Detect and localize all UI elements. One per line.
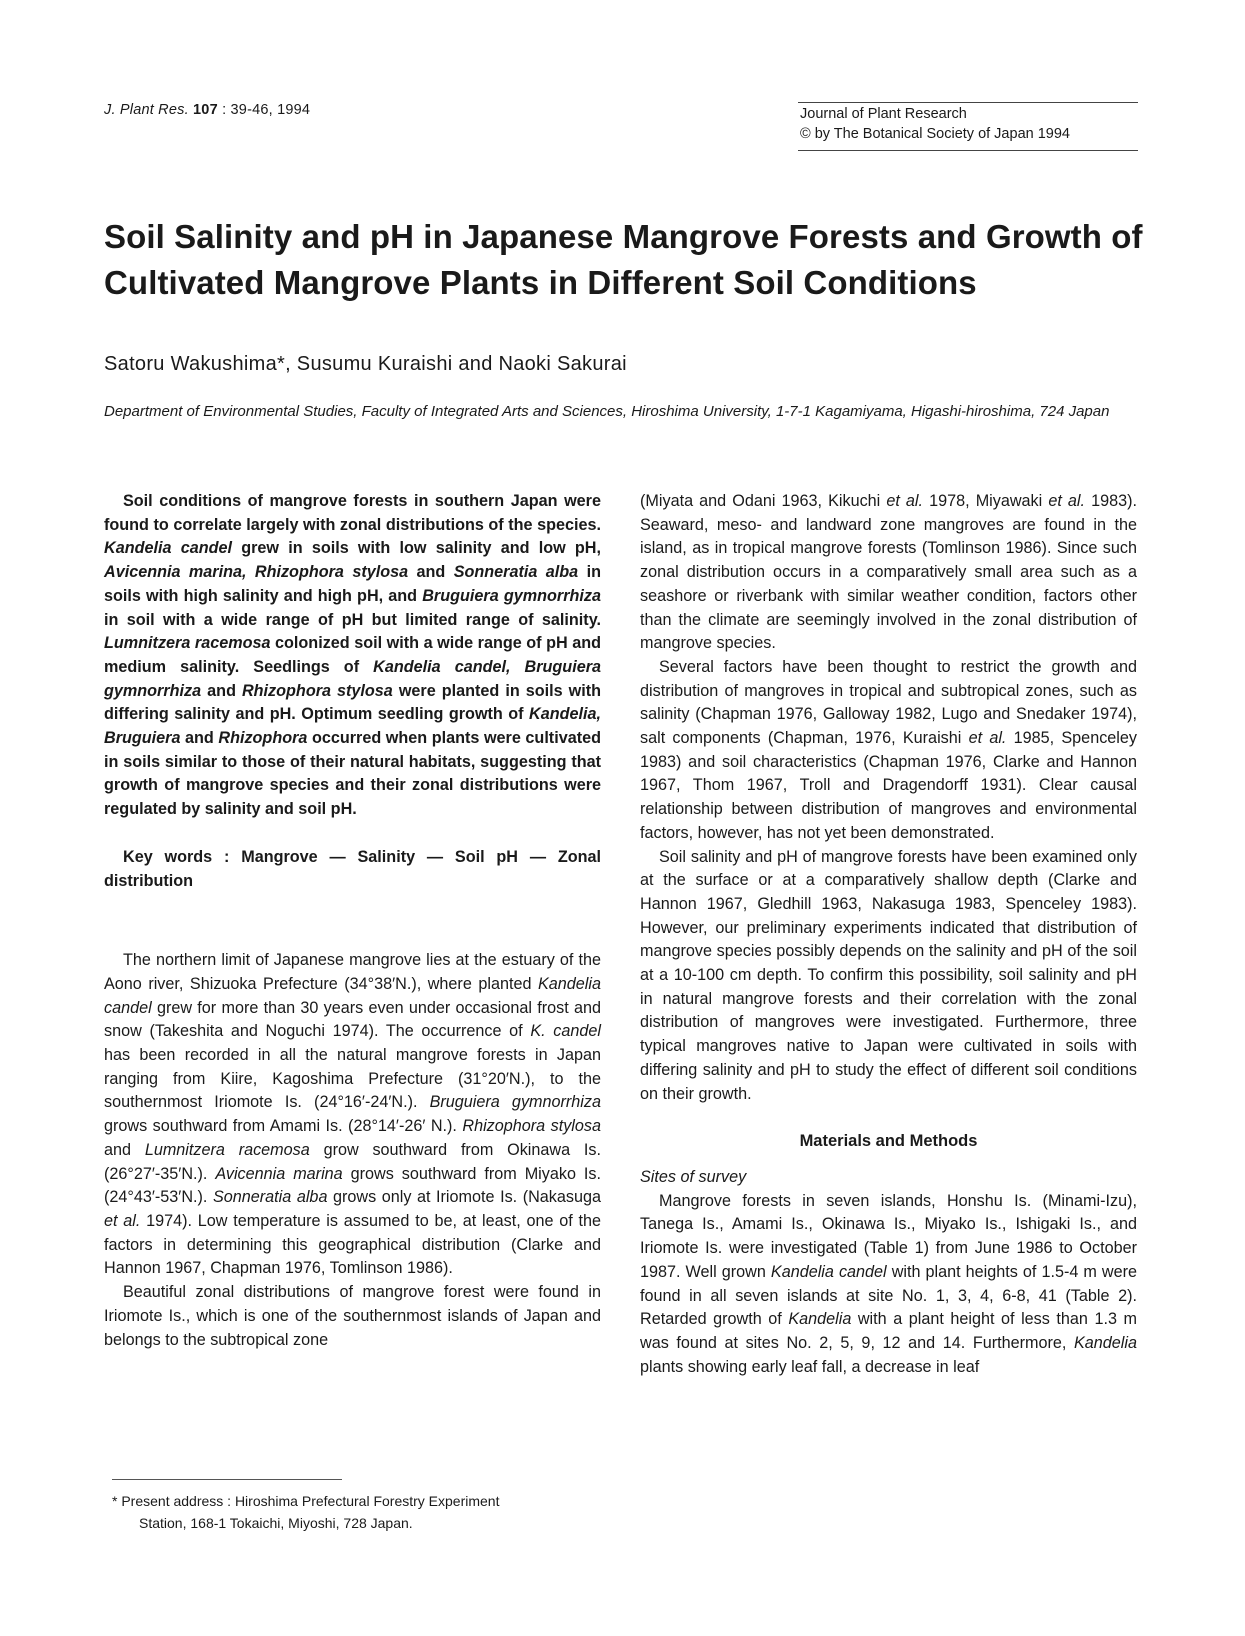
subheading: Sites of survey xyxy=(640,1167,747,1186)
journal-box-bottom-rule xyxy=(798,150,1138,151)
paper-title: Soil Salinity and pH in Japanese Mangrove Forests and Growth of Cultivated Mangrove Plants in Different Soil Conditions xyxy=(104,218,1143,301)
intro-paragraph-3: (Miyata and Odani 1963, Kikuchi et al. 1978, Miyawaki et al. 1983). Seaward, meso- and landward zone mangroves are found in the island, as in tropical mangrove forests (Tomlinson 1986). Since such zonal distribution occurs in a comparatively small area such as a seashore or riverbank with similar weather condition, factors other than the climate are seemingly involved in the zonal distribution of mangrove species. xyxy=(640,492,1137,653)
footnote-line-1: * Present address : Hiroshima Prefectural Forestry Experiment xyxy=(112,1493,500,1509)
journal-box xyxy=(798,104,1138,144)
citation xyxy=(104,102,310,118)
section-gap xyxy=(104,893,601,949)
citation-journal: J. Plant Res. xyxy=(104,102,189,118)
keywords: Key words : Mangrove — Salinity — Soil pH — Zonal distribution xyxy=(104,847,601,890)
intro-paragraph-1: The northern limit of Japanese mangrove lies at the estuary of the Aono river, Shizuoka Prefecture (34°38′N.), where planted Kandelia candel grew for more than 30 years even under occasional frost and snow (Takeshita and Noguchi 1974). The occurrence of K. candel has been recorded in all the natural mangrove forests in Japan ranging from Kiire, Kagoshima Prefecture (31°20′N.), to the southernmost Iriomote Is. (24°16′-24′N.). Bruguiera gymnorrhiza grows southward from Amami Is. (28°14′-26′ N.). Rhizophora stylosa and Lumnitzera racemosa grow southward from Okinawa Is. (26°27′-35′N.). Avicennia marina grows southward from Miyako Is. (24°43′-53′N.). Sonneratia alba grows only at Iriomote Is. (Nakasuga et al. 1974). Low temperature is assumed to be, at least, one of the factors in determining this geographical distribution (Clarke and Hannon 1967, Chapman 1976, Tomlinson 1986). xyxy=(104,951,601,1278)
copyright-line: © by The Botanical Society of Japan 1994 xyxy=(800,126,1070,142)
abstract: Soil conditions of mangrove forests in southern Japan were found to correlate largely with zonal distributions of the species. Kandelia candel grew in soils with low salinity and low pH, Avicennia marina, Rhizophora stylosa and Sonneratia alba in soils with high salinity and high pH, and Bruguiera gymnorrhiza in soil with a wide range of pH but limited range of salinity. Lumnitzera racemosa colonized soil with a wide range of pH and medium salinity. Seedlings of Kandelia candel, Bruguiera gymnorrhiza and Rhizophora stylosa were planted in soils with differing salinity and pH. Optimum seedling growth of Kandelia, Bruguiera and Rhizophora occurred when plants were cultivated in soils similar to those of their natural habitats, suggesting that growth of mangrove species and their zonal distributions were regulated by salinity and soil pH. xyxy=(104,492,601,819)
left-column xyxy=(104,490,601,1352)
journal-box-top-rule xyxy=(798,102,1138,103)
citation-volume: 107 xyxy=(193,102,218,118)
affiliation: Department of Environmental Studies, Faculty of Integrated Arts and Sciences, Hiroshima University, 1-7-1 Kagamiyama, Higashi-hiroshima, 724 Japan xyxy=(104,403,1110,420)
footnote-line-2: Station, 168-1 Tokaichi, Miyoshi, 728 Japan. xyxy=(139,1515,413,1531)
methods-paragraph-1: Mangrove forests in seven islands, Honshu Is. (Minami-Izu), Tanega Is., Amami Is., Okinawa Is., Miyako Is., Ishigaki Is., and Iriomote Is. were investigated (Table 1) from June 1986 to October 1987. Well grown Kandelia candel with plant heights of 1.5-4 m were found in all seven islands at site No. 1, 3, 4, 6-8, 41 (Table 2). Retarded growth of Kandelia with a plant height of less than 1.3 m was found at sites No. 2, 5, 9, 12 and 14. Furthermore, Kandelia plants showing early leaf fall, a decrease in leaf xyxy=(640,1191,1137,1376)
intro-paragraph-4: Several factors have been thought to restrict the growth and distribution of mangroves in tropical and subtropical zones, such as salinity (Chapman 1976, Galloway 1982, Lugo and Snedaker 1974), salt components (Chapman, 1976, Kuraishi et al. 1985, Spenceley 1983) and soil characteristics (Chapman 1976, Clarke and Hannon 1967, Thom 1967, Troll and Dragendorff 1931). Clear causal relationship between distribution of mangroves and environmental factors, however, has not yet been demonstrated. xyxy=(640,657,1137,842)
citation-pages-year: : 39-46, 1994 xyxy=(222,102,311,118)
right-column xyxy=(640,490,1137,1379)
footnote xyxy=(112,1490,592,1534)
journal-name: Journal of Plant Research xyxy=(800,106,967,122)
intro-paragraph-2: Beautiful zonal distributions of mangrove forest were found in Iriomote Is., which is one of the southernmost islands of Japan and belongs to the subtropical zone xyxy=(104,1283,601,1349)
section-heading: Materials and Methods xyxy=(799,1132,978,1151)
authors: Satoru Wakushima*, Susumu Kuraishi and Naoki Sakurai xyxy=(104,353,627,375)
intro-paragraph-5: Soil salinity and pH of mangrove forests have been examined only at the surface or at a comparatively shallow depth (Clarke and Hannon 1967, Gledhill 1963, Nakasuga 1983, Spenceley 1983). However, our preliminary experiments indicated that distribution of mangrove species possibly depends on the salinity and pH of the soil at a 10-100 cm depth. To confirm this possibility, soil salinity and pH in natural mangrove forests and their correlation with the zonal distribution of mangroves were investigated. Furthermore, three typical mangroves native to Japan were cultivated in soils with differing salinity and pH to study the effect of different soil conditions on their growth. xyxy=(640,847,1137,1103)
footnote-rule xyxy=(112,1479,342,1480)
